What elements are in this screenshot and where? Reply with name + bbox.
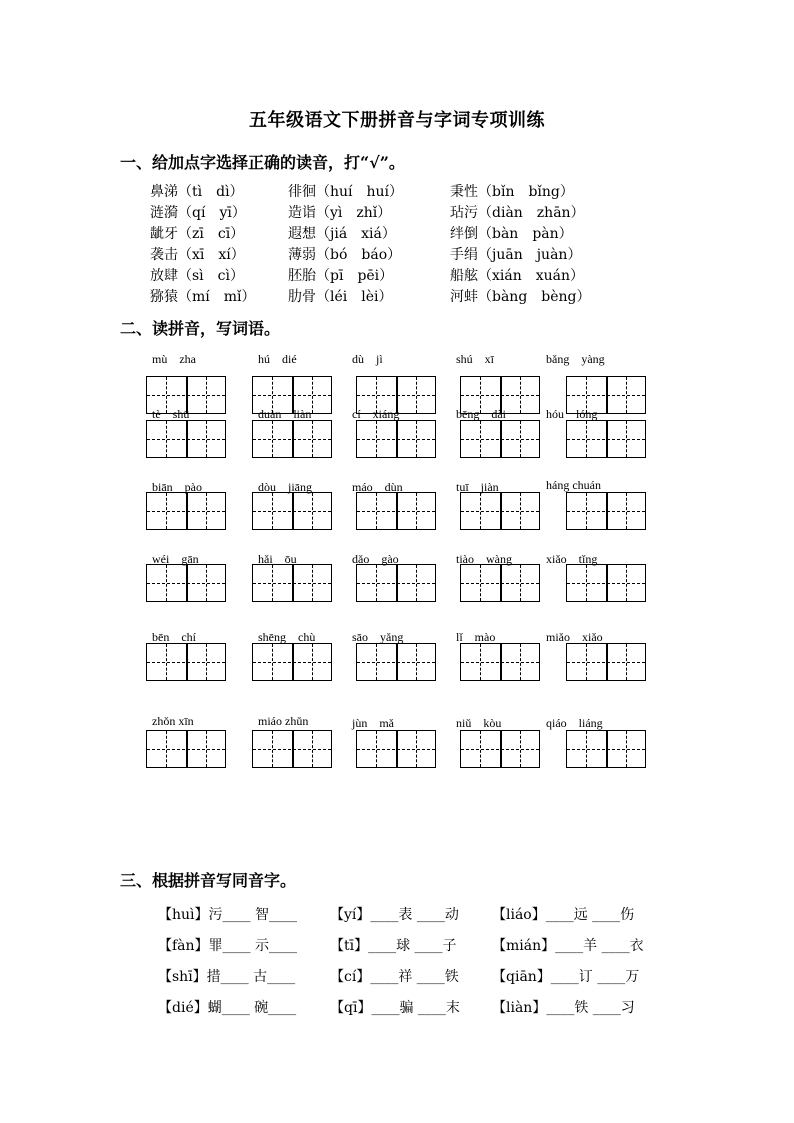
grid-line <box>480 421 481 457</box>
reading-item: 玷污（diàn zhān） <box>450 205 585 221</box>
writing-box[interactable] <box>356 643 436 681</box>
pinyin-label: cí xiáng <box>352 407 400 421</box>
writing-box[interactable] <box>566 492 646 530</box>
reading-item: 袭击（xī xí） <box>150 247 245 263</box>
grid-line <box>312 493 313 529</box>
grid-line <box>461 395 539 396</box>
homophone-item[interactable]: 【shī】措____ 古____ <box>158 969 296 985</box>
reading-item: 胚胎（pī pēi） <box>288 268 394 284</box>
grid-line <box>147 583 225 584</box>
writing-box[interactable] <box>356 420 436 458</box>
grid-line <box>586 493 587 529</box>
grid-line <box>461 662 539 663</box>
grid-line <box>206 644 207 680</box>
grid-line <box>586 565 587 601</box>
grid-line <box>206 565 207 601</box>
pinyin-label: miǎo xiǎo <box>546 630 603 644</box>
writing-box[interactable] <box>460 730 540 768</box>
reading-item: 绊倒（bàn pàn） <box>450 226 573 242</box>
writing-box[interactable] <box>146 492 226 530</box>
grid-line <box>166 421 167 457</box>
pinyin-label: miáo zhǔn <box>258 714 309 728</box>
grid-line <box>376 421 377 457</box>
pinyin-label: niǔ kòu <box>456 716 502 730</box>
reading-item: 手绢（juān juàn） <box>450 247 582 263</box>
writing-box[interactable] <box>356 730 436 768</box>
grid-line <box>166 731 167 767</box>
pinyin-label: mù zha <box>152 352 196 366</box>
writing-box[interactable] <box>460 492 540 530</box>
homophone-item[interactable]: 【qiān】____订 ____万 <box>492 969 640 985</box>
grid-line <box>416 644 417 680</box>
pinyin-label: bēn chí <box>152 630 196 644</box>
grid-line <box>586 644 587 680</box>
reading-item: 造诣（yì zhǐ） <box>288 205 392 221</box>
writing-box[interactable] <box>566 643 646 681</box>
grid-line <box>357 749 435 750</box>
grid-line <box>147 511 225 512</box>
grid-line <box>357 583 435 584</box>
grid-line <box>357 511 435 512</box>
reading-item: 徘徊（huí huí） <box>288 184 404 200</box>
grid-line <box>206 377 207 413</box>
reading-item: 船舷（xián xuán） <box>450 268 585 284</box>
pinyin-label: biān pào <box>152 480 202 494</box>
page-title: 五年级语文下册拼音与字词专项训练 <box>249 110 545 131</box>
grid-line <box>272 421 273 457</box>
grid-line <box>520 731 521 767</box>
homophone-item[interactable]: 【cí】____祥 ____铁 <box>330 969 459 985</box>
reading-item: 秉性（bǐn bǐng） <box>450 184 574 200</box>
pinyin-label: tiào wàng <box>456 552 512 566</box>
reading-item: 猕猿（mí mǐ） <box>150 289 256 305</box>
writing-box[interactable] <box>146 643 226 681</box>
section3-heading: 三、根据拼音写同音字。 <box>120 871 297 890</box>
pinyin-label: hú dié <box>258 352 297 366</box>
grid-line <box>520 565 521 601</box>
grid-line <box>567 749 645 750</box>
pinyin-label: sāo yǎng <box>352 630 404 644</box>
writing-box[interactable] <box>252 730 332 768</box>
grid-line <box>206 731 207 767</box>
section1-heading: 一、给加点字选择正确的读音，打“√”。 <box>120 153 405 172</box>
homophone-item[interactable]: 【mián】____羊 ____衣 <box>492 938 644 954</box>
homophone-item[interactable]: 【tī】____球 ____子 <box>330 938 457 954</box>
pinyin-label: qiáo liáng <box>546 716 603 730</box>
writing-box[interactable] <box>146 730 226 768</box>
grid-line <box>147 395 225 396</box>
homophone-item[interactable]: 【liáo】____远 ____伤 <box>492 907 635 923</box>
grid-line <box>253 749 331 750</box>
homophone-item[interactable]: 【huì】污____ 智____ <box>158 907 297 923</box>
grid-line <box>253 583 331 584</box>
grid-line <box>520 493 521 529</box>
pinyin-label: duàn liàn <box>258 407 312 421</box>
reading-item: 河蚌（bàng bèng） <box>450 289 591 305</box>
grid-line <box>626 565 627 601</box>
pinyin-label: xiǎo tǐng <box>546 552 598 566</box>
grid-line <box>520 377 521 413</box>
grid-line <box>312 644 313 680</box>
writing-box[interactable] <box>356 492 436 530</box>
writing-box[interactable] <box>252 420 332 458</box>
writing-box[interactable] <box>566 420 646 458</box>
grid-line <box>626 493 627 529</box>
grid-line <box>567 511 645 512</box>
grid-line <box>166 565 167 601</box>
pinyin-label: dòu jiāng <box>258 480 312 494</box>
writing-box[interactable] <box>252 564 332 602</box>
grid-line <box>626 731 627 767</box>
writing-box[interactable] <box>460 643 540 681</box>
pinyin-label: zhǒn xīn <box>152 714 194 728</box>
grid-line <box>376 493 377 529</box>
writing-box[interactable] <box>146 420 226 458</box>
grid-line <box>416 565 417 601</box>
grid-line <box>376 731 377 767</box>
grid-line <box>147 749 225 750</box>
pinyin-label: wéi gān <box>152 552 199 566</box>
grid-line <box>416 377 417 413</box>
grid-line <box>461 439 539 440</box>
pinyin-label: shú xī <box>456 352 495 366</box>
reading-item: 薄弱（bó báo） <box>288 247 402 263</box>
homophone-item[interactable]: 【yí】____表 ____动 <box>330 907 459 923</box>
grid-line <box>253 662 331 663</box>
grid-line <box>312 421 313 457</box>
pinyin-label: shēng chù <box>258 630 316 644</box>
grid-line <box>480 731 481 767</box>
grid-line <box>166 644 167 680</box>
grid-line <box>147 662 225 663</box>
grid-line <box>206 421 207 457</box>
pinyin-label: dǎo gào <box>352 552 399 566</box>
writing-box[interactable] <box>460 564 540 602</box>
pinyin-label: bēng dài <box>456 407 506 421</box>
grid-line <box>520 421 521 457</box>
grid-line <box>253 511 331 512</box>
grid-line <box>626 377 627 413</box>
writing-box[interactable] <box>252 492 332 530</box>
grid-line <box>206 493 207 529</box>
homophone-item[interactable]: 【liàn】____铁 ____习 <box>492 1000 635 1016</box>
grid-line <box>626 421 627 457</box>
grid-line <box>376 644 377 680</box>
pinyin-label: hóu lóng <box>546 407 598 421</box>
grid-line <box>312 377 313 413</box>
writing-box[interactable] <box>460 420 540 458</box>
reading-item: 涟漪（qí yī） <box>150 205 246 221</box>
pinyin-label: hǎi ōu <box>258 552 297 566</box>
grid-line <box>480 644 481 680</box>
grid-line <box>416 493 417 529</box>
grid-line <box>567 583 645 584</box>
pinyin-label: háng chuán <box>546 478 601 492</box>
grid-line <box>272 565 273 601</box>
grid-line <box>416 421 417 457</box>
grid-line <box>461 511 539 512</box>
grid-line <box>520 644 521 680</box>
writing-box[interactable] <box>356 564 436 602</box>
pinyin-label: máo dùn <box>352 480 403 494</box>
grid-line <box>567 662 645 663</box>
grid-line <box>376 565 377 601</box>
homophone-item[interactable]: 【dié】蝴____ 碗____ <box>158 1000 297 1016</box>
reading-item: 肋骨（léi lèi） <box>288 289 393 305</box>
grid-line <box>312 565 313 601</box>
grid-line <box>357 439 435 440</box>
grid-line <box>166 493 167 529</box>
grid-line <box>567 439 645 440</box>
grid-line <box>461 749 539 750</box>
grid-line <box>586 421 587 457</box>
pinyin-label: tuī jiàn <box>456 480 499 494</box>
reading-item: 龇牙（zī cī） <box>150 226 245 242</box>
grid-line <box>626 644 627 680</box>
grid-line <box>567 395 645 396</box>
grid-line <box>357 662 435 663</box>
grid-line <box>416 731 417 767</box>
pinyin-label: lǐ mào <box>456 630 496 644</box>
grid-line <box>272 644 273 680</box>
writing-box[interactable] <box>566 730 646 768</box>
grid-line <box>253 395 331 396</box>
grid-line <box>312 731 313 767</box>
reading-item: 遐想（jiá xiá） <box>288 226 396 242</box>
grid-line <box>480 565 481 601</box>
pinyin-label: jùn mǎ <box>352 716 394 730</box>
writing-box[interactable] <box>146 564 226 602</box>
grid-line <box>272 493 273 529</box>
pinyin-label: tè shū <box>152 407 190 421</box>
reading-item: 放肆（sì cì） <box>150 268 244 284</box>
grid-line <box>253 439 331 440</box>
grid-line <box>480 493 481 529</box>
section2-heading: 二、读拼音，写词语。 <box>120 319 281 338</box>
writing-box[interactable] <box>566 564 646 602</box>
grid-line <box>586 731 587 767</box>
grid-line <box>461 583 539 584</box>
pinyin-label: bǎng yàng <box>546 352 605 366</box>
grid-line <box>147 439 225 440</box>
grid-line <box>357 395 435 396</box>
homophone-item[interactable]: 【fàn】罪____ 示____ <box>158 938 297 954</box>
homophone-item[interactable]: 【qī】____骗 ____末 <box>330 1000 460 1016</box>
reading-item: 鼻涕（tì dì） <box>150 184 244 200</box>
grid-line <box>272 731 273 767</box>
pinyin-label: dù jì <box>352 352 383 366</box>
writing-box[interactable] <box>252 643 332 681</box>
